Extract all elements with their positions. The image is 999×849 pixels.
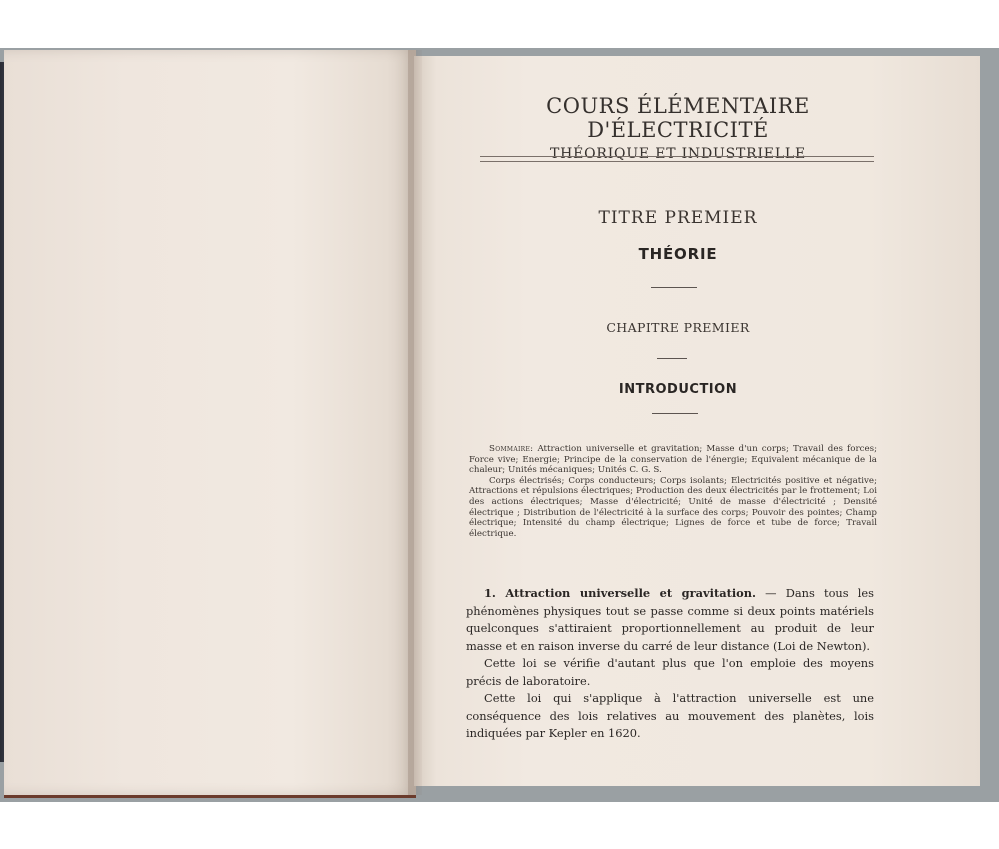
section-body	[466, 585, 874, 743]
part-name: THÉORIE	[638, 245, 718, 263]
section-paragraph	[466, 585, 874, 655]
section-text: — Dans tous les phénomènes physiques tout se passe comme si deux points matériels quelconques s'attiraient proportionnellement au produit de leur masse et en raison inverse du carré de leur distance (Loi de Newton).	[466, 586, 874, 653]
summary-paragraph	[469, 444, 877, 476]
section-paragraph: Cette loi qui s'applique à l'attraction universelle est une conséquence des lois relatives au mouvement des planètes, lois indiquées par Kepler en 1620.	[466, 691, 874, 740]
summary-paragraph: Corps électrisés; Corps conducteurs; Corps isolants; Electricités positive et négative; Attractions et répulsions électriques; Production des deux électricités par le frottement; Loi des actions électriques; Masse d'électricité; Unité de masse d'électricité ; Densité électrique ; Distribution de l'électricité à la surface des corps; Pouvoir des pointes; Champ électrique; Intensité du champ électrique; Lignes de force et tube de force; Travail électrique.	[469, 475, 877, 539]
divider-rule	[657, 358, 687, 359]
double-rule	[480, 156, 874, 162]
chapter-summary	[469, 444, 877, 539]
section-title: 1. Attraction universelle et gravitation.	[484, 586, 757, 600]
chapter-name: INTRODUCTION	[618, 382, 738, 397]
part-label: TITRE PREMIER	[598, 208, 758, 228]
left-blank-page	[4, 50, 416, 798]
book-gutter	[408, 50, 422, 795]
section-paragraph: Cette loi se vérifie d'autant plus que l'on emploie des moyens précis de laboratoire.	[466, 656, 874, 688]
book-subtitle: THÉORIQUE ET INDUSTRIELLE	[549, 146, 807, 162]
book-title: COURS ÉLÉMENTAIRE D'ÉLECTRICITÉ	[546, 94, 810, 142]
summary-label: Sommaire:	[489, 444, 534, 454]
right-page	[414, 56, 980, 786]
summary-text: Attraction universelle et gravitation; Masse d'un corps; Travail des forces; Force vive; Energie; Principe de la conservation de l'énergie; Equivalent mécanique de la chaleur; Unités mécaniques; Unités C. G. S.	[469, 444, 877, 476]
divider-rule	[652, 413, 698, 414]
chapter-label: CHAPITRE PREMIER	[606, 320, 750, 335]
divider-rule	[651, 287, 697, 288]
book-header	[478, 94, 878, 162]
